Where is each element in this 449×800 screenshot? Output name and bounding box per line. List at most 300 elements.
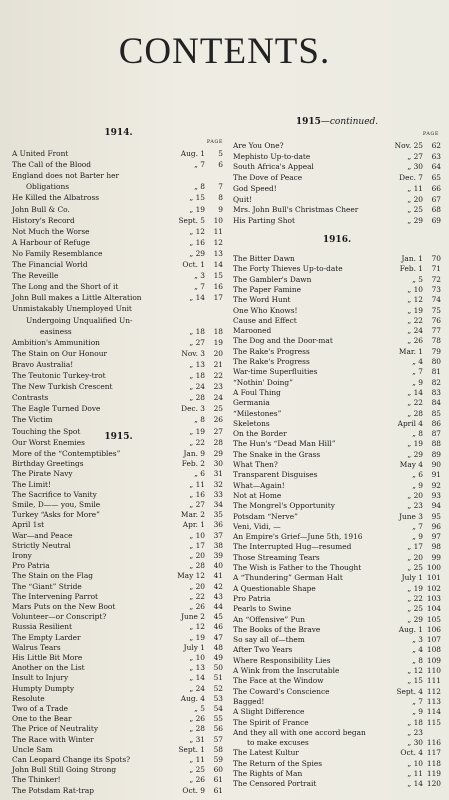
entry-date: „ 25 <box>407 563 423 572</box>
toc-entry <box>233 151 441 162</box>
entry-title: One Who Knows! <box>233 305 298 315</box>
entry-page-number: 119 <box>426 769 441 778</box>
entry-title: The Dog and the Door-mat <box>233 336 333 346</box>
toc-entry <box>12 226 225 237</box>
entry-date: „ 25 <box>407 205 423 215</box>
entry-title: The Rights of Man <box>233 769 303 778</box>
entry-date: „ 5 <box>194 704 205 713</box>
entry-date: Feb. 2 <box>181 459 205 469</box>
entry-date: „ 15 <box>407 676 423 686</box>
toc-entry <box>12 359 225 370</box>
toc-entry <box>12 785 225 796</box>
entry-page-number: 88 <box>431 439 441 449</box>
entry-title: God Speed! <box>233 183 277 193</box>
entry-title: Walrus Tears <box>12 642 61 652</box>
entry-title: Where Responsibility Lies <box>233 655 331 665</box>
entry-title: Mrs. John Bull's Christmas Cheer <box>233 205 359 215</box>
entry-date: „ 29 <box>189 248 205 258</box>
entry-date: Nov. 25 <box>394 141 423 150</box>
section-heading-1914: 1914. <box>104 128 133 138</box>
entry-page-number: 59 <box>213 755 223 764</box>
entry-date: „ 22 <box>407 593 423 603</box>
entry-date: „ 8 <box>194 415 205 425</box>
toc-entry <box>233 140 441 151</box>
entry-page-number: 52 <box>213 683 223 693</box>
entry-date: July 1 <box>183 642 205 652</box>
entry-title: One to the Bear <box>12 714 72 724</box>
entry-date: „ 20 <box>189 581 205 591</box>
toc-entry <box>12 392 225 403</box>
entry-title: Potsdam “Nerve” <box>233 511 298 521</box>
entry-title: Can Leopard Change its Spots? <box>12 755 131 764</box>
entry-date: „ 26 <box>407 336 423 346</box>
entry-title: England does not Barter her <box>12 171 119 181</box>
entry-page-number: 9 <box>218 204 223 214</box>
entry-page-number: 34 <box>213 500 223 509</box>
entry-title: Are You One? <box>233 141 284 150</box>
toc-entry <box>12 181 225 192</box>
toc-entry <box>12 215 225 226</box>
entry-title: Uncle Sam <box>12 744 53 754</box>
entry-title: The Teutonic Turkey-trot <box>12 371 106 380</box>
entry-title: The Spirit of France <box>233 717 309 727</box>
entry-page-number: 82 <box>431 377 441 387</box>
entry-page-number: 57 <box>213 734 223 744</box>
entry-page-number: 104 <box>426 604 441 614</box>
entry-title: The Potsdam Rat-trap <box>12 785 95 795</box>
entry-page-number: 53 <box>213 693 223 703</box>
page-column-label: PAGE <box>206 139 223 145</box>
entry-date: „ 9 <box>412 480 423 490</box>
entry-date: „ 10 <box>407 758 423 768</box>
entry-date: Aug. 1 <box>180 149 205 158</box>
entry-page-number: 50 <box>213 663 223 673</box>
entry-page-number: 74 <box>431 295 441 305</box>
entry-date: „ 8 <box>194 182 205 192</box>
entry-page-number: 8 <box>218 193 223 203</box>
entry-title: Russia Resilient <box>12 622 72 632</box>
entry-title: The Stain on the Flag <box>12 571 93 581</box>
entry-title: Veni, Vidi, — <box>233 521 281 531</box>
section-heading-1916: 1916. <box>322 235 352 245</box>
entry-title: John Bull & Co. <box>12 204 70 214</box>
entry-date: „ 12 <box>407 295 423 305</box>
entry-page-number: 58 <box>213 744 223 754</box>
toc-entry <box>233 194 441 205</box>
entry-date: June 2 <box>181 612 205 622</box>
entry-title: The Intervening Parrot <box>12 591 99 601</box>
entry-page-number: 89 <box>431 449 441 459</box>
toc-entry <box>12 303 225 314</box>
entry-date: Sept. 1 <box>178 744 205 754</box>
entry-title: A Foul Thing <box>233 387 281 397</box>
entry-date: „ 14 <box>407 387 423 397</box>
entry-title: The Paper Famine <box>233 284 301 294</box>
entry-date: „ 17 <box>407 542 423 552</box>
entry-page-number: 44 <box>213 602 223 611</box>
entry-date: „ 7 <box>194 282 205 292</box>
entry-page-number: 108 <box>426 645 441 655</box>
entry-date: Oct. 1 <box>182 260 205 269</box>
entry-page-number: 62 <box>431 141 441 150</box>
entry-page-number: 26 <box>213 415 223 425</box>
entry-date: Mar. 2 <box>180 510 205 520</box>
entry-date: „ 23 <box>407 501 423 511</box>
entry-title: The Victim <box>12 415 53 425</box>
entry-date: „ 25 <box>407 604 423 614</box>
entry-page-number: 27 <box>213 426 223 436</box>
entry-date: „ 27 <box>407 151 423 161</box>
toc-entry <box>12 270 225 281</box>
entry-date: „ 10 <box>189 530 205 540</box>
entry-date: Sept. 5 <box>178 215 205 225</box>
entry-date: „ 23 <box>407 727 423 737</box>
entry-title: War—and Peace <box>12 530 73 540</box>
entry-title: The Stain on Our Honour <box>12 348 107 358</box>
entry-date: „ 10 <box>189 653 205 662</box>
entry-title: A Wink from the Inscrutable <box>233 666 340 675</box>
entry-title: The Face at the Window <box>233 676 324 686</box>
entry-title: Insult to Injury <box>12 673 69 683</box>
entry-page-number: 120 <box>426 779 441 789</box>
entry-page-number: 11 <box>213 226 223 236</box>
entry-page-number: 12 <box>213 237 223 247</box>
entry-date: „ 20 <box>189 551 205 560</box>
entry-date: „ 14 <box>189 293 205 303</box>
entry-date: „ 29 <box>407 614 423 624</box>
entry-page-number: 25 <box>213 404 223 414</box>
entry-title: A United Front <box>12 149 69 158</box>
entry-page-number: 32 <box>213 479 223 489</box>
entry-title: Humpty Dumpty <box>12 683 75 693</box>
toc-entry <box>12 414 225 425</box>
entry-title: On the Border <box>233 429 287 439</box>
toc-entry <box>12 315 225 326</box>
entry-title: A Harbour of Refuge <box>12 237 90 247</box>
toc-entry <box>233 778 441 789</box>
entry-date: „ 9 <box>412 377 423 387</box>
page-title: CONTENTS. <box>118 31 331 72</box>
entry-page-number: 110 <box>426 666 441 675</box>
entry-date: „ 9 <box>412 707 423 717</box>
entry-page-number: 69 <box>431 215 441 225</box>
entry-page-number: 99 <box>431 552 441 562</box>
entry-title: The Word Hunt <box>233 295 291 305</box>
entry-date: „ 14 <box>189 673 205 683</box>
entry-title: The Latest Kultur <box>233 748 299 758</box>
entry-date: „ 14 <box>407 779 423 789</box>
entry-page-number: 16 <box>213 282 223 292</box>
entry-date: „ 18 <box>189 371 205 380</box>
toc-entry <box>12 248 225 259</box>
entry-page-number: 15 <box>213 271 223 281</box>
entry-page-number: 18 <box>213 326 223 336</box>
entry-page-number: 71 <box>431 264 441 274</box>
entry-date: „ 31 <box>189 734 205 744</box>
entry-date: „ 26 <box>189 602 205 611</box>
entry-title: “Milestones” <box>233 408 282 418</box>
entry-page-number: 6 <box>218 160 223 170</box>
entry-page-number: 46 <box>213 622 223 632</box>
entry-page-number: 116 <box>426 738 441 748</box>
entry-date: „ 8 <box>412 655 423 665</box>
entry-page-number: 78 <box>431 336 441 346</box>
entry-title: Transparent Disguises <box>233 470 318 480</box>
entry-date: Oct. 9 <box>182 785 205 795</box>
toc-entry <box>12 337 225 348</box>
entry-date: July 1 <box>401 573 423 583</box>
entry-title: His Parting Shot <box>233 215 295 225</box>
entry-title: Another on the List <box>12 663 85 673</box>
entry-date: „ 20 <box>407 490 423 500</box>
entry-title: No Family Resemblance <box>12 248 103 258</box>
entry-page-number: 76 <box>431 315 441 325</box>
entry-date: „ 6 <box>194 469 205 479</box>
entry-date: June 3 <box>399 511 423 521</box>
continued-label: —continued. <box>320 117 379 127</box>
entry-title: Ambition's Ammunition <box>12 337 100 347</box>
entry-title: An Empire's Grief—June 5th, 1916 <box>233 532 363 542</box>
entry-date: Jan. 9 <box>183 449 205 458</box>
entry-date: „ 20 <box>407 194 423 204</box>
entry-title: The Price of Neutrality <box>12 724 99 734</box>
entry-title: Contrasts <box>12 393 49 403</box>
entry-page-number: 37 <box>213 530 223 540</box>
entry-page-number: 49 <box>213 653 223 662</box>
entry-page-number: 114 <box>426 707 441 717</box>
entry-page-number: 109 <box>426 655 441 665</box>
toc-entry <box>12 204 225 215</box>
entry-title: The Sacrifice to Vanity <box>12 489 97 499</box>
entry-date: „ 28 <box>189 561 205 571</box>
entry-page-number: 55 <box>213 714 223 724</box>
toc-entry <box>12 370 225 381</box>
entry-title: The Empty Larder <box>12 632 81 642</box>
entry-title: What Then? <box>233 460 278 469</box>
entry-date: „ 27 <box>189 500 205 509</box>
entry-title: Marooned <box>233 326 272 336</box>
entry-date: Sept. 4 <box>396 686 423 696</box>
entry-page-number: 72 <box>431 274 441 284</box>
entry-date: April 4 <box>397 418 423 428</box>
entry-page-number: 63 <box>431 151 441 161</box>
entry-title: Strictly Neutral <box>12 540 71 550</box>
entry-date: „ 16 <box>189 489 205 499</box>
entry-date: „ 24 <box>189 382 205 392</box>
entry-title: A Questionable Shape <box>233 583 316 593</box>
entry-date: „ 28 <box>407 408 423 418</box>
toc-entry <box>12 403 225 414</box>
entry-date: „ 15 <box>189 193 205 203</box>
entry-date: „ 30 <box>407 738 423 748</box>
entry-date: „ 17 <box>189 540 205 550</box>
toc-entry <box>12 170 225 181</box>
entry-date: „ 19 <box>189 632 205 642</box>
entry-date: „ 22 <box>189 591 205 601</box>
entry-page-number: 56 <box>213 724 223 734</box>
entry-page-number: 30 <box>213 459 223 469</box>
section-heading-year: 1915 <box>295 117 321 127</box>
entry-title: His Little Bit More <box>12 653 83 662</box>
toc-entry <box>233 215 441 226</box>
entry-title: The Books of the Brave <box>233 624 321 634</box>
entry-date: Oct. 4 <box>400 748 423 758</box>
page-column-label: PAGE <box>422 131 439 137</box>
entry-title: John Bull Still Going Strong <box>12 765 117 775</box>
entry-date: „ 4 <box>412 645 423 655</box>
entry-page-number: 45 <box>213 612 223 622</box>
entry-date: „ 26 <box>189 714 205 724</box>
entry-date: „ 28 <box>189 724 205 734</box>
entry-title: The Hun's “Dead Man Hill” <box>233 439 336 449</box>
entry-title: Mars Puts on the New Boot <box>12 602 116 611</box>
entry-page-number: 85 <box>431 408 441 418</box>
entry-page-number: 86 <box>431 418 441 428</box>
entry-title: Touching the Spot <box>12 426 81 436</box>
entry-page-number: 115 <box>426 717 441 727</box>
entry-date: „ 30 <box>407 162 423 172</box>
entry-title: The Rake's Progress <box>233 357 310 366</box>
entry-page-number: 84 <box>431 398 441 408</box>
entry-title: Those Streaming Tears <box>233 552 320 562</box>
entry-page-number: 77 <box>431 326 441 336</box>
entry-page-number: 41 <box>213 571 223 581</box>
entry-title: History's Record <box>12 215 75 225</box>
toc-entry <box>233 161 441 172</box>
entry-page-number: 87 <box>431 429 441 439</box>
entry-page-number: 5 <box>218 149 223 158</box>
entry-page-number: 7 <box>218 182 223 192</box>
entry-page-number: 20 <box>213 348 223 358</box>
toc-entry <box>12 259 225 270</box>
entry-date: Dec. 7 <box>399 173 423 183</box>
entry-page-number: 93 <box>431 490 441 500</box>
entry-title: The Snake in the Grass <box>233 449 321 459</box>
entry-date: „ 19 <box>189 426 205 436</box>
entry-title: The Limit! <box>12 479 51 489</box>
entry-title: The Long and the Short of it <box>12 282 119 292</box>
entry-page-number: 28 <box>213 437 223 447</box>
entry-title: Mephisto Up-to-date <box>233 151 311 161</box>
entry-title: The Reveille <box>12 271 59 281</box>
entry-title: Unmistakably Unemployed Unit <box>12 304 132 314</box>
entry-date: Apr. 1 <box>182 520 205 530</box>
entry-date: „ 10 <box>407 284 423 294</box>
entry-title: More of the “Contemptibles” <box>12 449 121 458</box>
entry-date: May 12 <box>177 571 205 581</box>
entry-date: „ 29 <box>407 449 423 459</box>
toc-entry <box>12 292 225 303</box>
entry-page-number: 40 <box>213 561 223 571</box>
entry-title: Skeletons <box>233 418 270 428</box>
entry-page-number: 38 <box>213 540 223 550</box>
toc-entry <box>12 159 225 170</box>
entry-page-number: 105 <box>426 614 441 624</box>
entry-date: „ 20 <box>407 552 423 562</box>
entry-page-number: 29 <box>213 449 223 458</box>
entry-title: Bravo Australia! <box>12 359 74 369</box>
entry-page-number: 66 <box>431 183 441 193</box>
entry-page-number: 92 <box>431 480 441 490</box>
toc-entry <box>12 326 225 337</box>
entry-date: „ 11 <box>189 755 205 764</box>
toc-entry <box>233 183 441 194</box>
entry-page-number: 102 <box>426 583 441 593</box>
entry-title: Cause and Effect <box>233 315 297 325</box>
entry-page-number: 61 <box>213 785 223 795</box>
entry-page-number: 61 <box>213 775 223 785</box>
entry-page-number: 31 <box>213 469 223 479</box>
entry-page-number: 21 <box>213 359 223 369</box>
entry-page-number: 75 <box>431 305 441 315</box>
entry-date: „ 7 <box>412 696 423 706</box>
entry-page-number: 91 <box>431 470 441 480</box>
entry-title: The Pirate Navy <box>12 469 73 479</box>
entry-page-number: 95 <box>431 511 441 521</box>
entry-title: Pro Patria <box>12 561 50 571</box>
entry-date: „ 12 <box>189 226 205 236</box>
entry-title: Not at Home <box>233 490 282 500</box>
entry-title: John Bull makes a Little Alteration <box>12 293 142 303</box>
entry-date: „ 24 <box>407 326 423 336</box>
entry-title: Irony <box>12 551 32 560</box>
entry-page-number: 10 <box>213 215 223 225</box>
entry-title: South Africa's Appeal <box>233 162 314 172</box>
toc-entry <box>12 281 225 292</box>
entry-page-number: 81 <box>431 367 441 377</box>
entry-title: The Dove of Peace <box>233 173 303 183</box>
entry-title: The Return of the Spies <box>233 758 323 768</box>
entry-date: „ 24 <box>189 683 205 693</box>
entry-page-number: 47 <box>213 632 223 642</box>
entry-page-number: 51 <box>213 673 223 683</box>
entry-date: „ 12 <box>189 622 205 632</box>
entry-page-number: 22 <box>213 371 223 380</box>
entry-date: Aug. 4 <box>180 693 205 703</box>
entry-page-number: 19 <box>213 337 223 347</box>
entry-page-number: 80 <box>431 357 441 366</box>
entry-page-number: 43 <box>213 591 223 601</box>
entry-page-number: 39 <box>213 551 223 560</box>
entry-date: „ 29 <box>407 215 423 225</box>
entry-title: The Coward's Conscience <box>233 686 330 696</box>
entry-date: „ 22 <box>407 398 423 408</box>
entry-title: easiness <box>40 326 72 336</box>
entry-date: Aug. 1 <box>398 624 423 634</box>
entry-title: A “Thundering” German Halt <box>233 573 343 583</box>
entry-date: „ 13 <box>189 663 205 673</box>
entry-date: „ 4 <box>412 357 423 366</box>
entry-page-number: 103 <box>426 593 441 603</box>
entry-page-number: 117 <box>426 748 441 758</box>
entry-date: „ 13 <box>189 359 205 369</box>
toc-entry <box>12 192 225 203</box>
entry-title: Pearls to Swine <box>233 604 292 614</box>
entry-page-number: 97 <box>431 532 441 542</box>
entry-page-number: 111 <box>426 676 441 686</box>
entry-title: Resolute <box>12 693 45 703</box>
entry-title: Smile, D—— you, Smile <box>12 500 101 509</box>
entry-title: Volunteer—or Conscript? <box>12 612 107 622</box>
entry-page-number: 60 <box>213 765 223 775</box>
section-heading-1915-continued <box>233 117 441 127</box>
entry-date: Mar. 1 <box>398 346 423 356</box>
toc-entry <box>12 381 225 392</box>
entry-page-number: 13 <box>213 248 223 258</box>
entry-page-number: 118 <box>426 758 441 768</box>
entry-date: „ 16 <box>189 237 205 247</box>
entry-title: Turkey “Asks for More” <box>12 510 100 520</box>
